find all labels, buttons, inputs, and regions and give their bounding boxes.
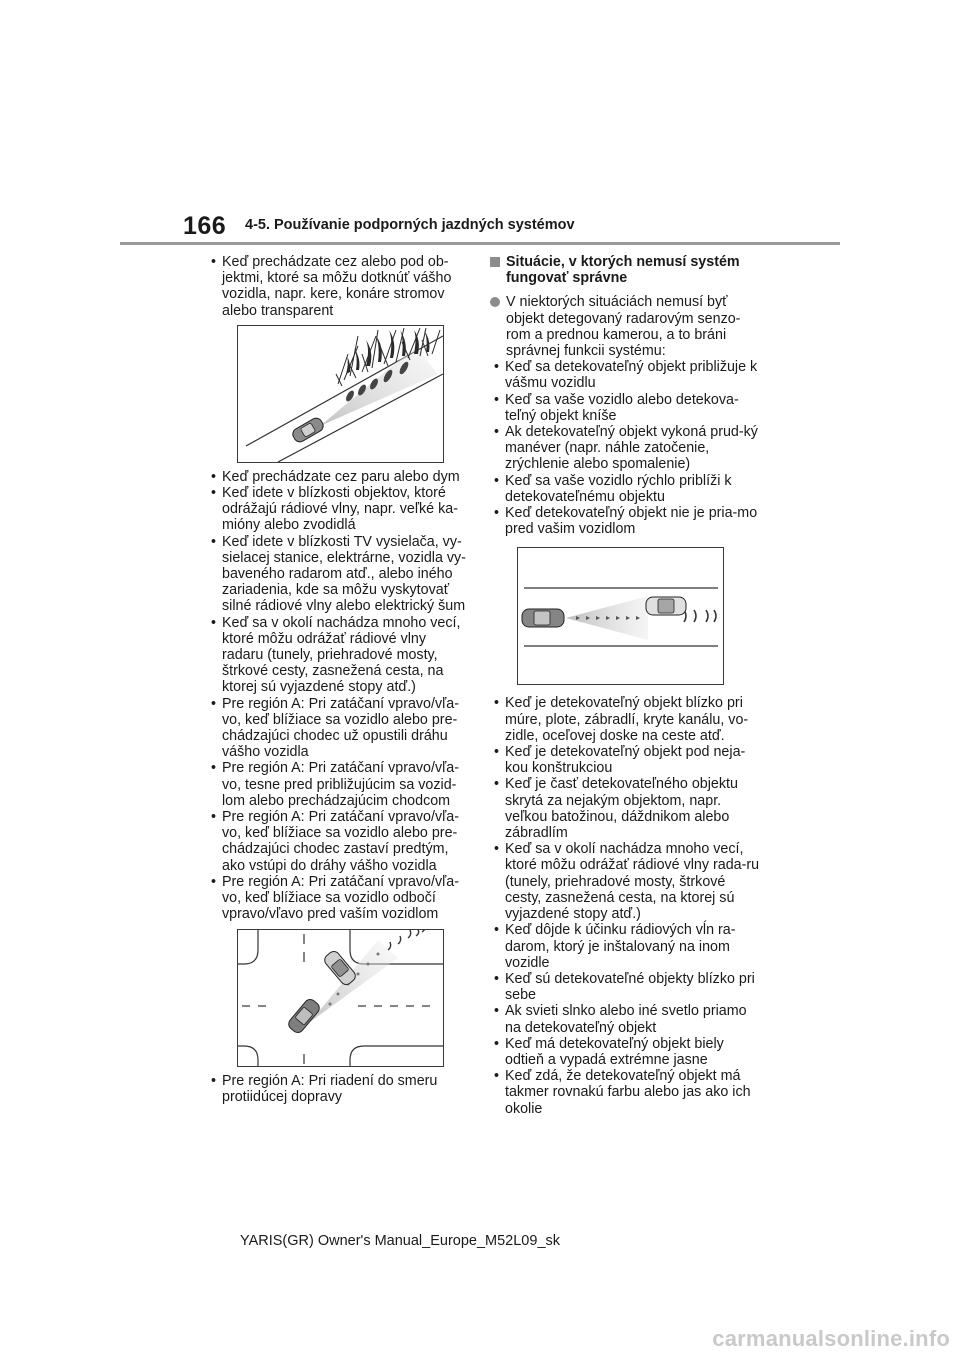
list-item: • Keď je časť detekovateľného objektu skrytá za nejakým objektom, napr. veľkou batožinou, dáždnikom alebo zábradlím: [490, 776, 760, 841]
list-item: • Keď zdá, že detekovateľný objekt má takmer rovnakú farbu alebo jas ako ich okolie: [490, 1068, 760, 1117]
list-item: • Keď je detekovateľný objekt pod neja-kou konštrukciou: [490, 744, 760, 776]
list-item: • Keď sa detekovateľný objekt približuje k vášmu vozidlu: [490, 359, 760, 391]
list-item: • Pre región A: Pri zatáčaní vpravo/vľa-vo, keď blížiace sa vozidlo alebo pre-chádzajúci chodec už opustili dráhu vášho vozidla: [207, 696, 469, 761]
list-item: • Ak detekovateľný objekt vykoná prud-ký manéver (napr. náhle zatočenie, zrýchlenie alebo spomalenie): [490, 424, 760, 473]
subsection-heading-text: Situácie, v ktorých nemusí systém fungovať správne: [506, 254, 740, 287]
intro-text: V niektorých situáciách nemusí byť objekt detegovaný radarovým senzo-rom a prednou kamerou, a to bráni správnej funkcii systému:: [506, 294, 741, 360]
illustration-offset-vehicle: [517, 547, 724, 685]
illustration-intersection-turn: [237, 929, 444, 1067]
list-item: • Keď sa v okolí nachádza mnoho vecí, ktoré môžu odrážať rádiové vlny radaru (tunely, priehradové mosty, štrkové cesty, zasnežená cesta, na ktorej sú vyjazdené stopy atď.): [207, 615, 469, 696]
list-item: • Pre región A: Pri zatáčaní vpravo/vľa-vo, keď blížiace sa vozidlo alebo pre-chádzajúci chodec zastaví predtým, ako vstúpi do dráhy vášho vozidla: [207, 809, 469, 874]
list-item: • Keď detekovateľný objekt nie je pria-mo pred vašim vozidlom: [490, 505, 760, 537]
list-item: • Keď prechádzate cez alebo pod ob-jektmi, ktoré sa môžu dotknúť vášho vozidla, napr. kere, konáre stromov alebo transparent: [207, 254, 469, 319]
page-number: 166: [183, 212, 227, 240]
list-item: • Keď prechádzate cez paru alebo dym: [207, 469, 469, 485]
list-item: • Keď je detekovateľný objekt blízko pri múre, plote, zábradlí, kryte kanálu, vo-zidle, oceľovej doske na ceste atď.: [490, 695, 760, 744]
illustration-foliage-obstacle: [237, 325, 444, 463]
list-item: • Keď sa vaše vozidlo rýchlo priblíži k detekovateľnému objektu: [490, 473, 760, 505]
list-item: • Keď sa vaše vozidlo alebo detekova-teľný objekt kníše: [490, 392, 760, 424]
intro-paragraph: [490, 294, 760, 359]
list-item: • Pre región A: Pri zatáčaní vpravo/vľa-vo, tesne pred približujúcim sa vozid-lom alebo prechádzajúcim chodcom: [207, 760, 469, 809]
list-item: • Ak svieti slnko alebo iné svetlo priamo na detekovateľný objekt: [490, 1003, 760, 1035]
section-title: 4-5. Používanie podporných jazdných systémov: [245, 217, 575, 233]
bullet-list-e: [490, 695, 760, 1116]
left-column: [207, 254, 469, 1105]
header-divider: [120, 242, 840, 245]
list-item: • Keď dôjde k účinku rádiových vĺn ra-darom, ktorý je inštalovaný na inom vozidle: [490, 922, 760, 971]
bullet-list-a: [207, 254, 469, 319]
list-item: • Pre región A: Pri riadení do smeru protiidúcej dopravy: [207, 1073, 469, 1105]
list-item: • Keď idete v blízkosti TV vysielača, vy-sielacej stanice, elektrárne, vozidla vy-baveného radarom atď., alebo iného zariadenia, kde sa môžu vyskytovať silné rádiové vlny alebo elektrický šum: [207, 534, 469, 615]
bullet-list-b: [207, 469, 469, 923]
bullet-list-c: [207, 1073, 469, 1105]
bullet-list-d: [490, 359, 760, 537]
list-item: • Keď idete v blízkosti objektov, ktoré odrážajú rádiové vlny, napr. veľké ka-mióny alebo zvodidlá: [207, 485, 469, 534]
right-column: [490, 254, 760, 1117]
manual-identifier: YARIS(GR) Owner's Manual_Europe_M52L09_sk: [239, 1233, 561, 1249]
watermark: carmanualsonline.info: [712, 1326, 950, 1351]
list-item: • Keď sa v okolí nachádza mnoho vecí, ktoré môžu odrážať rádiové vlny rada-ru (tunely, priehradové mosty, štrkové cesty, zasnežená cesta, na ktorej sú vyjazdené stopy atď.): [490, 841, 760, 922]
list-item: • Pre región A: Pri zatáčaní vpravo/vľa-vo, keď blížiace sa vozidlo odbočí vpravo/vľavo pred vaším vozidlom: [207, 874, 469, 923]
circle-bullet-icon: [490, 297, 500, 307]
square-bullet-icon: [490, 257, 500, 267]
list-item: • Keď sú detekovateľné objekty blízko pri sebe: [490, 971, 760, 1003]
page-footer: [0, 1233, 960, 1249]
subsection-heading: [490, 254, 760, 286]
list-item: • Keď má detekovateľný objekt biely odtieň a vypadá extrémne jasne: [490, 1036, 760, 1068]
